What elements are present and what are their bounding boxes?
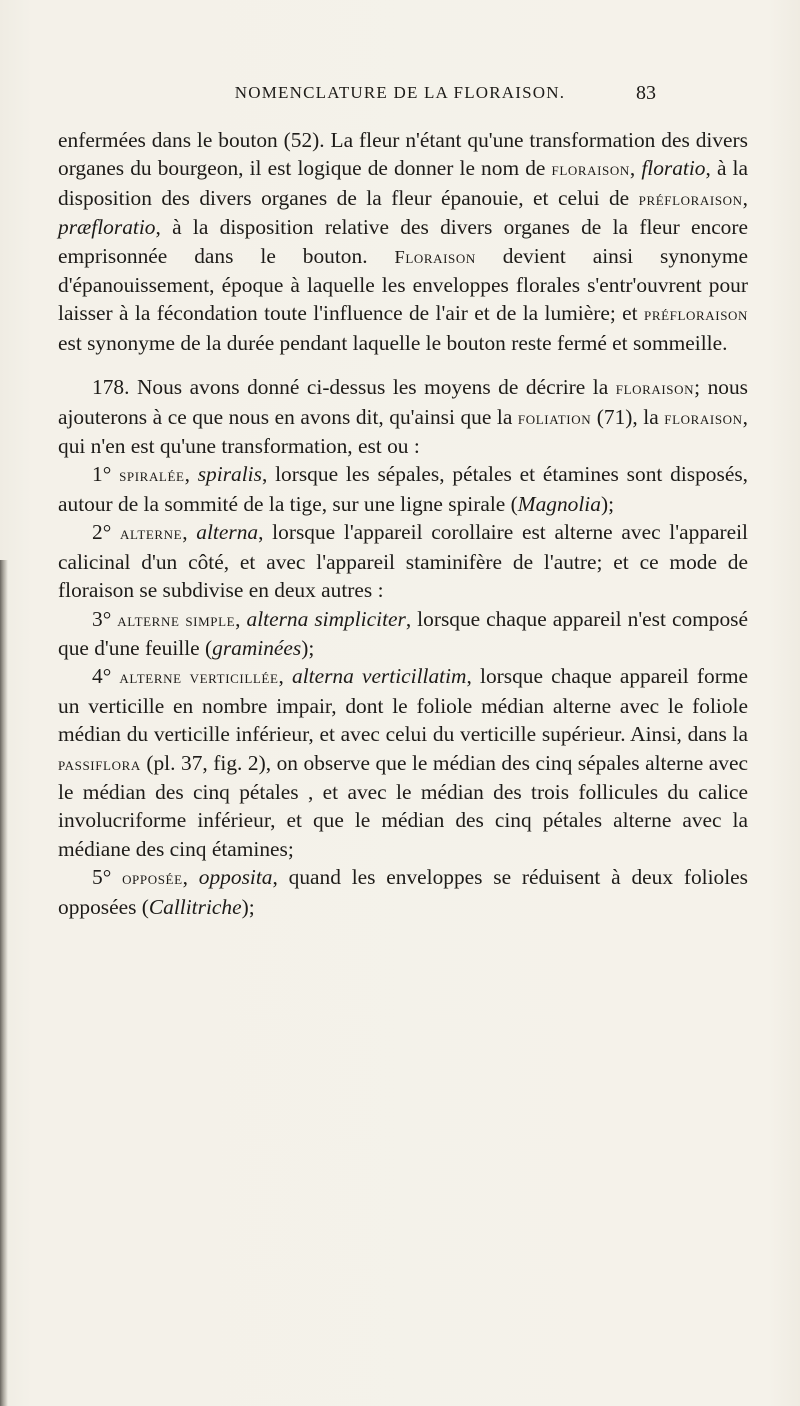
- text-run: , lorsque les sépales, pétales et étamines sont disposés, autour de la sommité de la tige, sur une ligne spirale (: [58, 462, 748, 516]
- running-title: NOMENCLATURE DE LA FLORAISON.: [234, 83, 566, 102]
- term-latin: spiralis: [197, 462, 262, 487]
- text-run: 4°: [92, 664, 120, 689]
- term-small-caps: alterne verticillée: [119, 667, 279, 688]
- term-small-caps: foliation: [517, 407, 592, 428]
- list-item-5: [58, 863, 748, 921]
- term-small-caps: préfloraison: [638, 188, 743, 209]
- text-run: ; nous ajouterons à ce que nous en avons dit, qu'ainsi que la: [58, 375, 748, 429]
- list-item-4: [58, 662, 748, 863]
- page-binding-shadow: [0, 560, 8, 1406]
- page-number: 83: [636, 82, 656, 104]
- term-latin: alterna: [196, 520, 259, 545]
- term-small-caps: spiralée: [119, 465, 185, 486]
- text-run: ,: [235, 606, 247, 631]
- body-text: [58, 126, 748, 921]
- text-run: ,: [184, 462, 198, 487]
- term-latin: opposita: [198, 865, 273, 890]
- term-latin: graminées: [212, 635, 302, 660]
- text-run: enfermées dans le bouton (52). La fleur n'étant qu'une transformation des divers organes du bourgeon, il est logique de donner le nom de: [58, 128, 748, 181]
- text-run: (71), la: [591, 404, 665, 429]
- text-run: 1°: [92, 462, 120, 487]
- text-run: (pl. 37, fig. 2), on observe que le médian des cinq sépales alterne avec le médian des cinq pétales , et avec le médian des trois follicules du calice involucriforme inférieur, et que le médian des cinq pétales alterne avec la médiane des cinq étamines;: [58, 750, 748, 861]
- text-run: est synonyme de la durée pendant laquelle le bouton reste fermé et sommeille.: [58, 330, 728, 355]
- term-small-caps: alterne simple: [117, 609, 236, 630]
- text-run: );: [301, 635, 315, 660]
- page-header: [0, 78, 800, 108]
- text-run: ,: [182, 520, 197, 545]
- text-run: 178. Nous avons donné ci-dessus les moyens de décrire la: [92, 375, 616, 400]
- text-run: ,: [182, 865, 199, 890]
- term-small-caps: préfloraison: [644, 304, 748, 325]
- term-small-caps: floraison: [664, 407, 743, 428]
- paragraph-gap: [58, 357, 748, 373]
- text-run: , quand les enveloppes se réduisent à deux folioles opposées (: [58, 865, 748, 919]
- list-item-3: [58, 605, 748, 663]
- text-run: 5°: [92, 865, 123, 890]
- text-run: , qui n'en est qu'une transformation, est ou :: [58, 404, 748, 459]
- text-run: ,: [629, 156, 642, 181]
- text-run: , à la disposition des divers organes de la fleur épanouie, et celui de: [58, 156, 748, 210]
- term-latin: floratio: [641, 156, 706, 181]
- text-run: , lorsque l'appareil corollaire est alterne avec l'appareil calicinal d'un côté, et avec l'appareil staminifère de l'autre; et ce mode de floraison se subdivise en deux autres :: [58, 520, 748, 603]
- text-run: );: [600, 491, 615, 516]
- text-run: );: [241, 894, 255, 919]
- term-latin: alterna verticillatim: [292, 664, 467, 689]
- term-small-caps: opposée: [122, 868, 183, 889]
- list-item-2: [58, 518, 748, 604]
- text-run: 2°: [92, 520, 120, 545]
- term-small-caps: floraison: [551, 159, 630, 180]
- term-latin: alterna simpliciter: [246, 606, 406, 631]
- text-run: ,: [278, 664, 292, 689]
- paragraph-continuation: [58, 126, 748, 357]
- term-small-caps: passiflora: [58, 753, 141, 774]
- term-latin: præfloratio: [58, 215, 156, 240]
- text-run: ,: [742, 185, 748, 210]
- paragraph-178: [58, 373, 748, 460]
- list-item-1: [58, 460, 748, 518]
- term-latin: Callitriche: [148, 894, 242, 919]
- term-latin: Magnolia: [517, 491, 601, 516]
- text-run: devient ainsi synonyme d'épanouissement, époque à laquelle les enveloppes florales s'entr'ouvrent pour laisser à la fécondation toute l'influence de l'air et de la lumière; et: [58, 243, 748, 326]
- text-run: , lorsque chaque appareil n'est composé que d'une feuille (: [58, 606, 748, 660]
- term-small-caps: alterne: [119, 523, 183, 544]
- term-small-caps: Floraison: [394, 246, 476, 267]
- text-run: , à la disposition relative des divers organes de la fleur encore emprisonnée dans le bouton.: [58, 215, 748, 268]
- text-run: , lorsque chaque appareil forme un verticille en nombre impair, dont le foliole médian alterne avec le foliole médian du verticille inférieur, et avec celui du verticille supérieur. Ainsi, dans la: [58, 664, 748, 747]
- text-run: 3°: [92, 606, 118, 631]
- term-small-caps: floraison: [615, 378, 695, 399]
